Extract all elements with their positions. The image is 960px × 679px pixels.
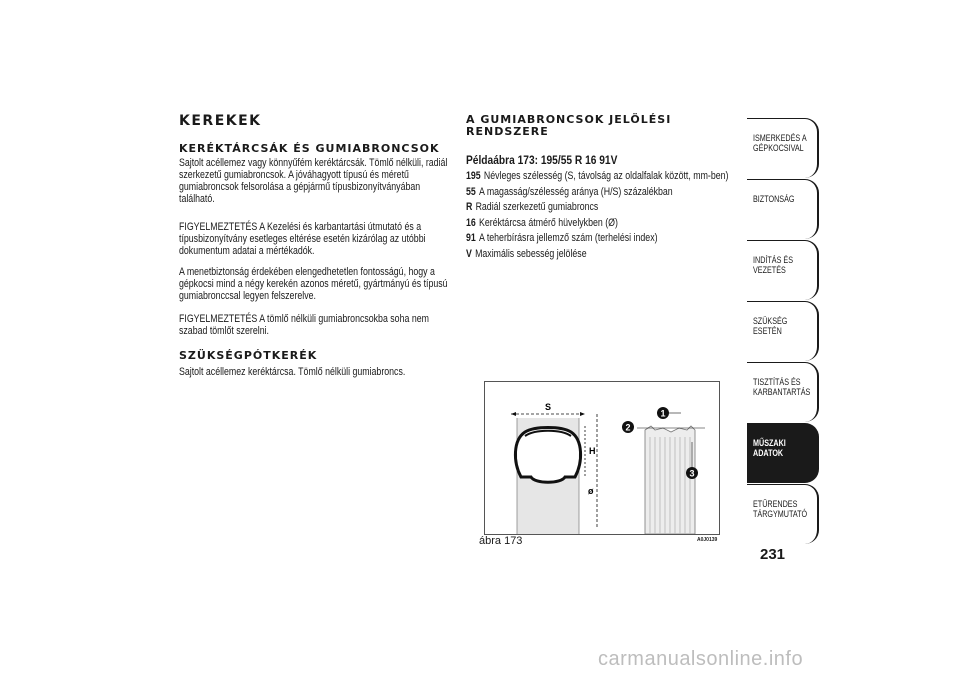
tab-technical-data[interactable]: MŰSZAKI ADATOK: [747, 423, 819, 483]
paragraph-wheels: Sajtolt acéllemez vagy könnyűfém keréktárcsák. Tömlő nélküli, radiál szerkezetű gumiabroncsok. A jóváhagyott típusú és méretű gumiabroncsok felsorolása a gépjármű típusbizonyítványában található.: [179, 157, 448, 205]
tab-getting-to-know[interactable]: ISMERKEDÉS A GÉPKOCSIVAL: [747, 118, 819, 178]
list-item: R Radiál szerkezetű gumiabroncs: [466, 201, 599, 213]
section-title-wheels-tyres: KERÉKTÁRCSÁK ÉS GUMIABRONCSOK: [179, 142, 440, 155]
list-item: 55 A magasság/szélesség aránya (H/S) százalékban: [466, 185, 673, 198]
paragraph-warning-document: FIGYELMEZTETÉS A Kezelési és karbantartási útmutató és a típusbizonyítvány esetleges eltérése esetén kizárólag az utóbbi dokumentum adatai a mértékadók.: [179, 221, 426, 257]
tyre-diagram: [484, 381, 720, 535]
svg-text:1: 1: [660, 408, 666, 419]
list-item: V Maximális sebesség jelölése: [466, 247, 587, 260]
section-title-spare-wheel: SZÜKSÉGPÓTKERÉK: [179, 349, 318, 362]
tab-starting-driving[interactable]: INDÍTÁS ÉS VEZETÉS: [747, 240, 819, 300]
width-label: S: [545, 402, 552, 412]
list-item: 195 Névleges szélesség (S, távolság az oldalfalak között, mm-ben): [466, 170, 729, 182]
list-item: 16 Keréktárcsa átmérő hüvelykben (Ø): [466, 216, 618, 229]
figure-code: A0J0139: [697, 537, 718, 543]
height-label: H: [589, 446, 596, 456]
paragraph-safety: A menetbiztonság érdekében elengedhetetlen fontosságú, hogy a gépkocsi mind a négy kerekén azonos méretű, gyártmányú és típusú gumiabronccsal legyen felszerelve.: [179, 266, 448, 302]
page-number: 231: [760, 546, 786, 563]
tyre-code-list: [466, 169, 730, 262]
tab-index[interactable]: ETŰRENDES TÁRGYMUTATÓ: [747, 484, 819, 544]
example-label: Példaábra 173: 195/55 R 16 91V: [466, 153, 618, 167]
section-title-tyre-marking: A GUMIABRONCSOK JELÖLÉSI RENDSZERE: [466, 113, 672, 138]
watermark: carmanualsonline.info: [598, 648, 804, 670]
figure-caption: ábra 173: [479, 535, 523, 547]
page-title: KEREKEK: [179, 113, 262, 129]
diameter-label: ø: [588, 486, 594, 496]
tyre-diagram-drawing: [485, 382, 719, 534]
svg-text:3: 3: [689, 468, 695, 479]
tab-maintenance[interactable]: TISZTÍTÁS ÉS KARBANTARTÁS: [747, 362, 819, 422]
paragraph-spare-wheel: Sajtolt acéllemez keréktárcsa. Tömlő nélküli gumiabroncs.: [179, 366, 406, 378]
svg-text:2: 2: [625, 422, 631, 433]
tab-safety[interactable]: BIZTONSÁG: [747, 179, 819, 239]
paragraph-warning-tube: FIGYELMEZTETÉS A tömlő nélküli gumiabroncsokba soha nem szabad tömlőt szerelni.: [179, 313, 429, 337]
list-item: 91 A teherbírásra jellemző szám (terhelési index): [466, 232, 658, 244]
tab-emergency[interactable]: SZÜKSÉG ESETÉN: [747, 301, 819, 361]
